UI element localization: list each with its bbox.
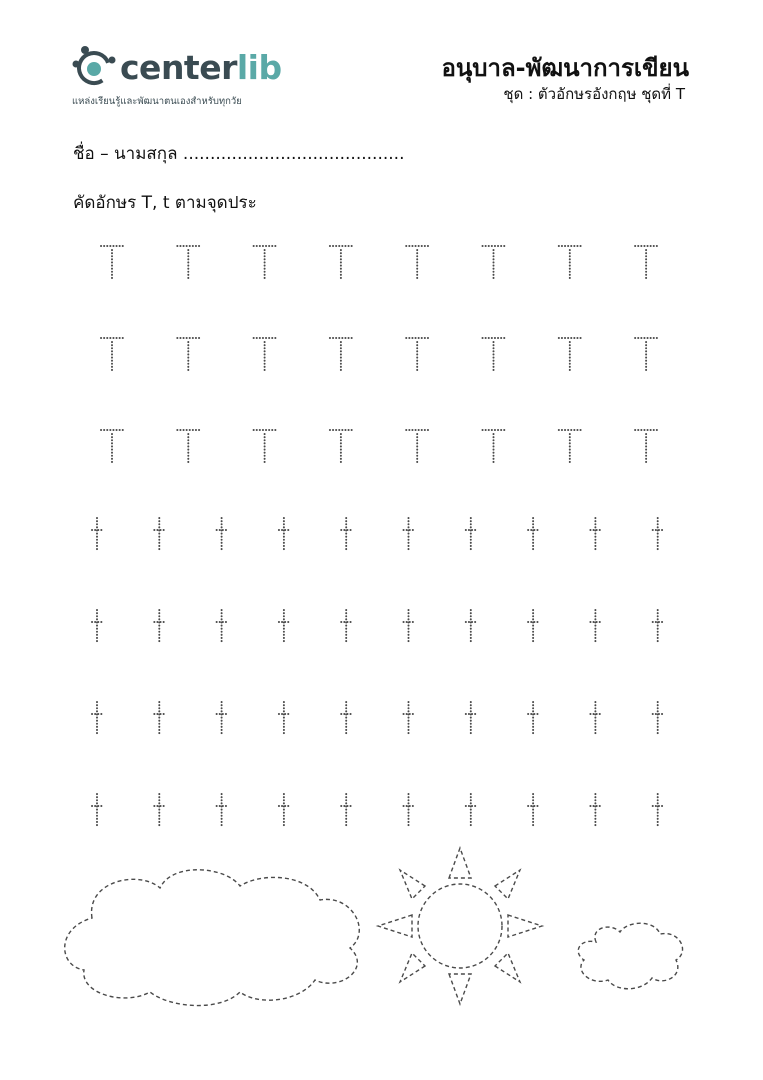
lowercase-t-trace[interactable] — [217, 518, 227, 551]
uppercase-t-trace[interactable] — [101, 430, 123, 465]
lowercase-t-trace[interactable] — [404, 518, 414, 551]
lowercase-t-trace[interactable] — [217, 702, 227, 735]
lowercase-t-trace[interactable] — [341, 610, 351, 643]
logo-tagline: แหล่งเรียนรู้และพัฒนาตนเองสำหรับทุกวัย — [72, 96, 242, 107]
uppercase-t-trace[interactable] — [635, 338, 657, 373]
tracing-letters — [92, 246, 663, 827]
lowercase-t-trace[interactable] — [92, 702, 102, 735]
tracing-instruction: คัดอักษร T, t ตามจุดประ — [73, 193, 257, 213]
lowercase-t-trace[interactable] — [466, 702, 476, 735]
lowercase-t-trace[interactable] — [404, 610, 414, 643]
lowercase-t-trace[interactable] — [217, 610, 227, 643]
uppercase-t-trace[interactable] — [101, 338, 123, 373]
large-cloud-outline — [65, 870, 360, 1006]
lowercase-t-trace[interactable] — [154, 610, 164, 643]
uppercase-t-trace[interactable] — [254, 246, 276, 281]
lowercase-t-trace[interactable] — [653, 794, 663, 827]
decorations — [65, 848, 683, 1006]
lowercase-t-trace[interactable] — [279, 794, 289, 827]
lowercase-t-trace[interactable] — [279, 610, 289, 643]
lowercase-t-trace[interactable] — [528, 794, 538, 827]
lowercase-t-trace[interactable] — [466, 794, 476, 827]
sun-rays — [378, 848, 542, 1004]
page-subtitle: ชุด : ตัวอักษรอังกฤษ ชุดที่ T — [503, 85, 685, 103]
uppercase-t-trace[interactable] — [177, 246, 199, 281]
lowercase-t-trace[interactable] — [341, 702, 351, 735]
uppercase-t-trace[interactable] — [483, 430, 505, 465]
lowercase-t-trace[interactable] — [653, 702, 663, 735]
uppercase-t-trace[interactable] — [559, 246, 581, 281]
lowercase-t-trace[interactable] — [466, 610, 476, 643]
lowercase-t-trace[interactable] — [92, 794, 102, 827]
uppercase-t-trace[interactable] — [635, 246, 657, 281]
uppercase-t-trace[interactable] — [254, 430, 276, 465]
lowercase-t-trace[interactable] — [92, 518, 102, 551]
sun-circle — [418, 884, 502, 968]
small-cloud-outline — [578, 923, 682, 989]
uppercase-t-trace[interactable] — [559, 338, 581, 373]
lowercase-t-trace[interactable] — [217, 794, 227, 827]
lowercase-t-trace[interactable] — [590, 702, 600, 735]
uppercase-t-trace[interactable] — [330, 246, 352, 281]
lowercase-t-trace[interactable] — [341, 518, 351, 551]
lowercase-t-trace[interactable] — [279, 702, 289, 735]
lowercase-t-trace[interactable] — [528, 702, 538, 735]
lowercase-t-trace[interactable] — [466, 518, 476, 551]
uppercase-t-trace[interactable] — [177, 338, 199, 373]
uppercase-t-trace[interactable] — [406, 430, 428, 465]
uppercase-t-trace[interactable] — [483, 338, 505, 373]
student-name-field[interactable]: ชื่อ – นามสกุล ......................................... — [73, 144, 405, 164]
lowercase-t-trace[interactable] — [653, 610, 663, 643]
uppercase-t-trace[interactable] — [177, 430, 199, 465]
lowercase-t-trace[interactable] — [590, 610, 600, 643]
uppercase-t-trace[interactable] — [406, 338, 428, 373]
lowercase-t-trace[interactable] — [404, 702, 414, 735]
uppercase-t-trace[interactable] — [330, 338, 352, 373]
uppercase-t-trace[interactable] — [559, 430, 581, 465]
lowercase-t-trace[interactable] — [653, 518, 663, 551]
uppercase-t-trace[interactable] — [101, 246, 123, 281]
uppercase-t-trace[interactable] — [330, 430, 352, 465]
lowercase-t-trace[interactable] — [154, 794, 164, 827]
uppercase-t-trace[interactable] — [483, 246, 505, 281]
lowercase-t-trace[interactable] — [92, 610, 102, 643]
uppercase-t-trace[interactable] — [406, 246, 428, 281]
lowercase-t-trace[interactable] — [590, 794, 600, 827]
lowercase-t-trace[interactable] — [404, 794, 414, 827]
lowercase-t-trace[interactable] — [154, 702, 164, 735]
uppercase-t-trace[interactable] — [254, 338, 276, 373]
lowercase-t-trace[interactable] — [528, 610, 538, 643]
lowercase-t-trace[interactable] — [341, 794, 351, 827]
lowercase-t-trace[interactable] — [154, 518, 164, 551]
logo-wordmark: centerlib — [120, 48, 282, 87]
lowercase-t-trace[interactable] — [279, 518, 289, 551]
lowercase-t-trace[interactable] — [590, 518, 600, 551]
page-title: อนุบาล-พัฒนาการเขียน — [441, 54, 689, 82]
uppercase-t-trace[interactable] — [635, 430, 657, 465]
lowercase-t-trace[interactable] — [528, 518, 538, 551]
